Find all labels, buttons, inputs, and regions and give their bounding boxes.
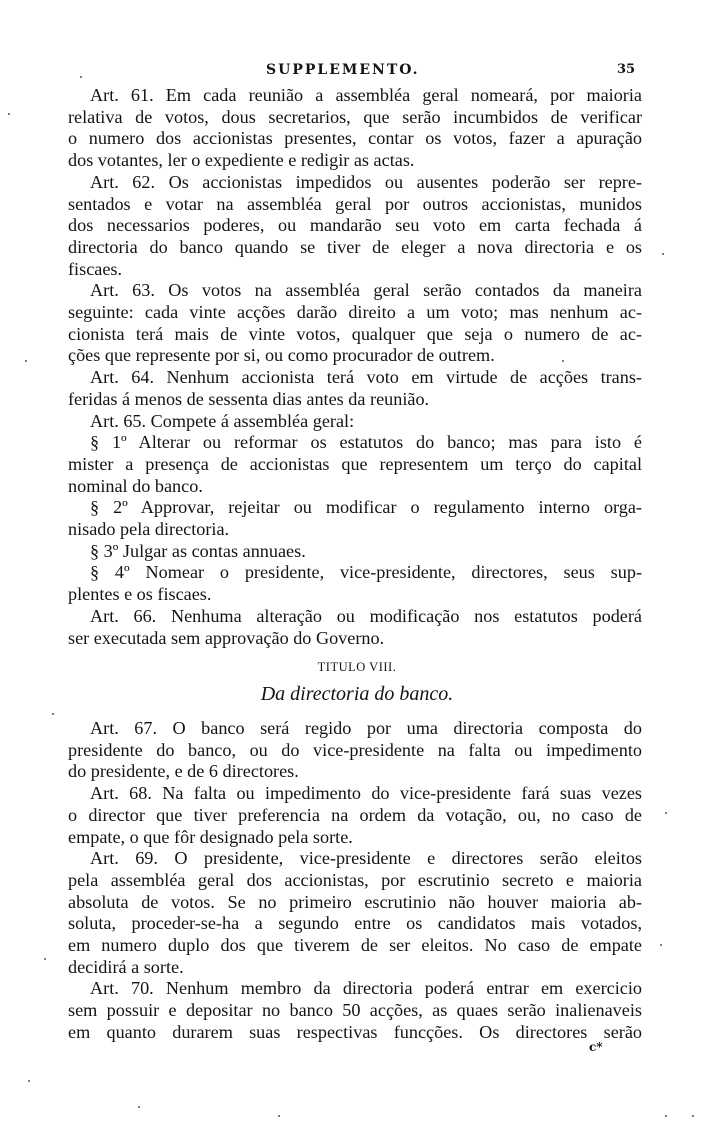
text-line: Art. 69. O presidente, vice-presidente e directores serão eleitos	[90, 848, 642, 869]
text-line: relativa de votos, dous secretarios, que serão incumbidos de verificar	[68, 106, 642, 127]
text-line: § 1º Alterar ou reformar os estatutos do banco; mas para isto é	[90, 432, 642, 453]
text-line: § 4º Nomear o presidente, vice-presidente, directores, seus sup-	[90, 562, 642, 583]
text-line: § 3º Julgar as contas annuaes.	[90, 540, 306, 561]
text-line: pela assembléa geral dos accionistas, por escrutinio secreto e maioria	[68, 869, 642, 890]
text-line: seguinte: cada vinte acções darão direito a um voto; mas nenhum ac-	[68, 302, 642, 322]
titulo-heading: TITULO VIII.	[317, 660, 397, 674]
text-line: Art. 61. Em cada reunião a assembléa geral nomeará, por maioria	[90, 85, 642, 105]
scan-speck	[692, 1115, 694, 1117]
text-line: presidente do banco, ou do vice-presidente na falta ou impedimento	[68, 739, 642, 760]
text-line: plentes e os fiscaes.	[68, 584, 212, 605]
text-line: decidirá a sorte.	[68, 956, 184, 977]
text-line: dos necessarios poderes, ou mandarão seu voto em carta fechada á	[68, 215, 642, 236]
scan-speck	[8, 113, 10, 115]
page-number: 35	[617, 62, 636, 77]
scan-speck	[28, 1080, 30, 1082]
scan-speck	[562, 360, 564, 362]
text-line: Art. 62. Os accionistas impedidos ou ausentes poderão ser repre-	[90, 171, 642, 192]
running-title: SUPPLEMENTO.	[266, 62, 420, 78]
text-line: sentados e votar na assembléa geral por outros accionistas, munidos	[68, 193, 642, 214]
text-line: dos votantes, ler o expediente e redigir as actas.	[68, 150, 415, 171]
text-line: Art. 68. Na falta ou impedimento do vice-presidente fará suas vezes	[90, 783, 642, 804]
text-line: em quanto durarem suas respectivas funcções. Os directores serão	[68, 1021, 642, 1042]
scan-speck	[25, 360, 27, 362]
scan-speck	[660, 944, 662, 946]
scan-speck	[52, 713, 54, 715]
running-head	[0, 62, 714, 84]
text-line: do presidente, e de 6 directores.	[68, 761, 299, 782]
text-line: nominal do banco.	[68, 475, 203, 496]
text-line: o director que tiver preferencia na ordem da votação, ou, no caso de	[68, 804, 642, 825]
text-line: feridas á menos de sessenta dias antes da reunião.	[68, 388, 430, 409]
scan-speck	[665, 1115, 667, 1117]
signature-mark: c*	[589, 1040, 603, 1054]
scan-speck	[278, 1115, 280, 1117]
text-line: absoluta de votos. Se no primeiro escrutinio não houver maioria ab-	[68, 891, 642, 912]
text-line: empate, o que fôr designado pela sorte.	[68, 826, 353, 847]
text-line: Art. 63. Os votos na assembléa geral serão contados da maneira	[90, 280, 642, 301]
text-line: mister a presença de accionistas que representem um terço do capital	[68, 453, 642, 474]
section-title: Da directoria do banco.	[260, 683, 454, 705]
text-line: nisado pela directoria.	[68, 519, 230, 539]
text-line: Art. 65. Compete á assembléa geral:	[90, 410, 355, 431]
scan-speck	[138, 1106, 140, 1108]
scan-speck	[44, 958, 46, 960]
text-line: o numero dos accionistas presentes, contar os votos, fazer a apuração	[68, 128, 642, 149]
text-line: sem possuir e depositar no banco 50 acções, as quaes serão inalienaveis	[68, 1000, 642, 1021]
scan-speck	[665, 812, 667, 814]
text-line: Art. 70. Nenhum membro da directoria poderá entrar em exercicio	[90, 978, 642, 999]
scan-speck	[80, 76, 82, 78]
text-line: Art. 67. O banco será regido por uma directoria composta do	[90, 718, 642, 738]
text-line: ções que represente por si, ou como procurador de outrem.	[68, 345, 495, 366]
scan-speck	[662, 253, 664, 255]
text-line: soluta, proceder-se-ha a segundo entre os candidatos mais votados,	[68, 913, 642, 934]
text-line: directoria do banco quando se tiver de eleger a nova directoria e os	[68, 236, 642, 257]
text-line: Art. 66. Nenhuma alteração ou modificação nos estatutos poderá	[90, 605, 642, 626]
text-line: fiscaes.	[68, 258, 123, 279]
text-line: em numero duplo dos que tiverem de ser eleitos. No caso de empate	[68, 935, 642, 955]
text-line: ser executada sem approvação do Governo.	[68, 627, 385, 648]
text-line: § 2º Approvar, rejeitar ou modificar o regulamento interno orga-	[90, 497, 642, 518]
text-line: Art. 64. Nenhum accionista terá voto em virtude de acções trans-	[90, 367, 642, 388]
text-line: cionista terá mais de vinte votos, qualquer que seja o numero de ac-	[68, 323, 642, 344]
